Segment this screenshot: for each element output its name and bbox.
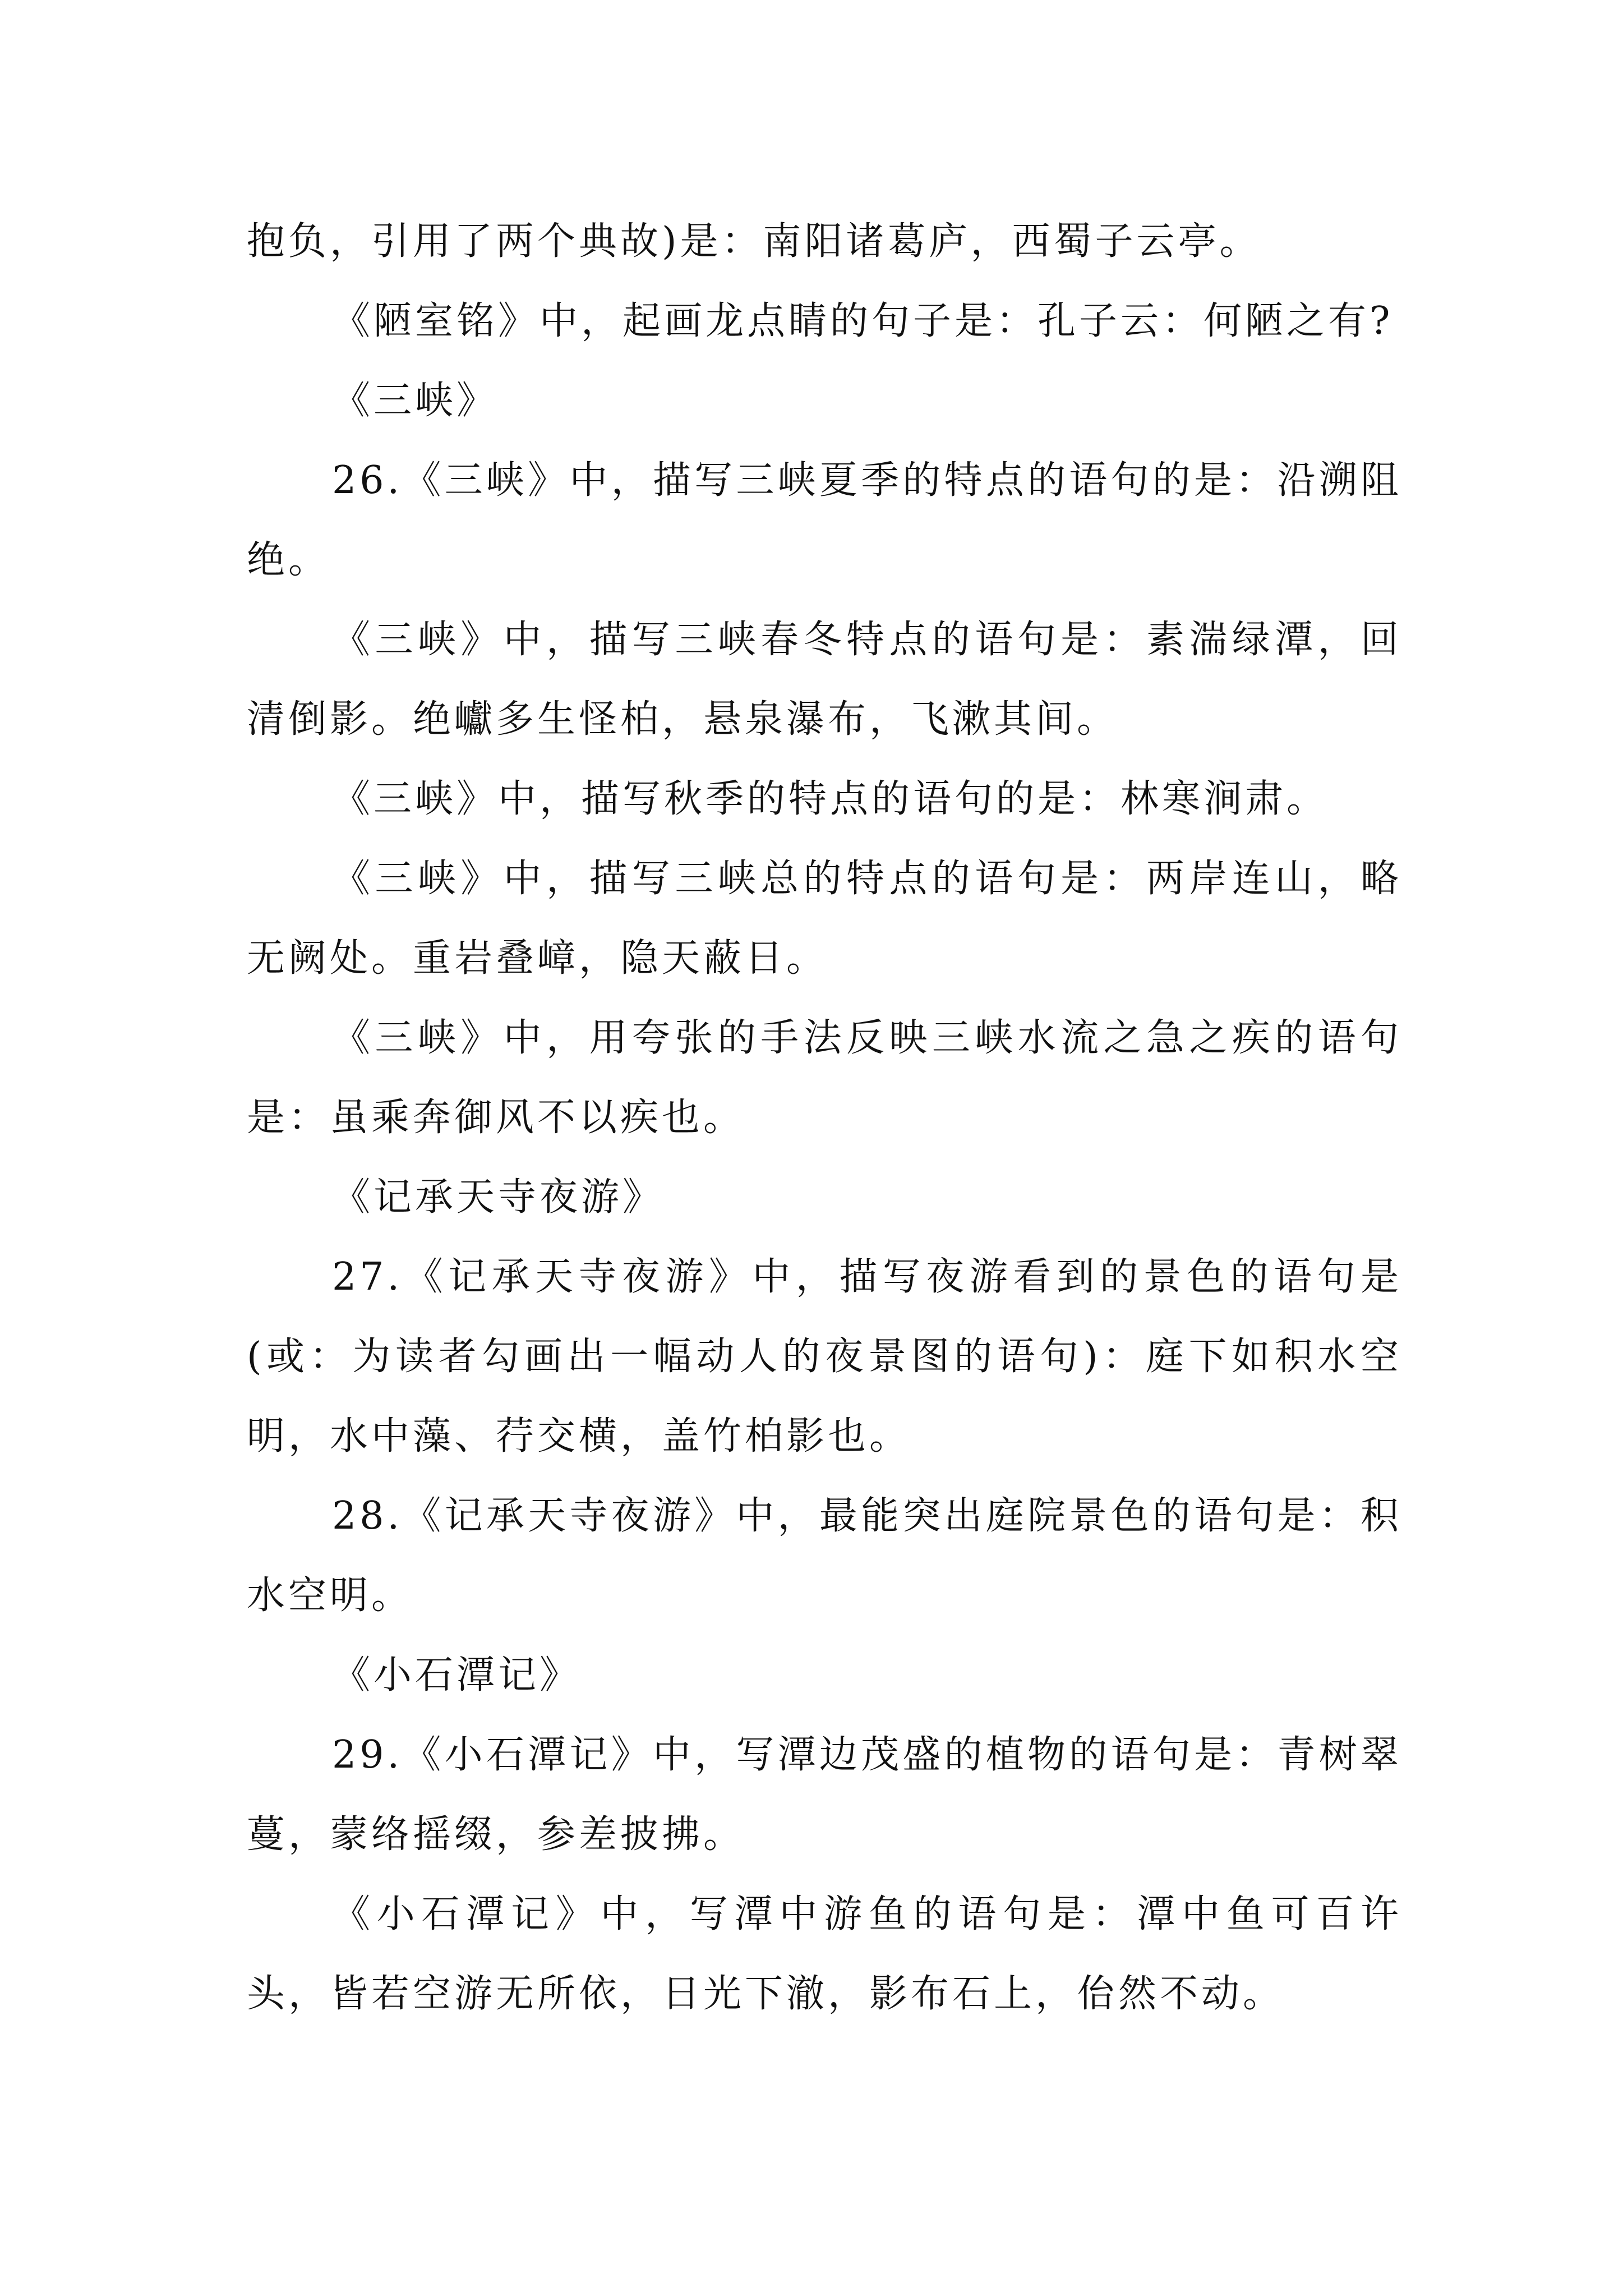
section-heading-xiaoshitanji: 《小石潭记》	[332, 1653, 582, 1697]
paragraph-sanxia-exaggeration: 《三峡》中，用夸张的手法反映三峡水流之急之疾的语句是：虽乘奔御风不以疾也。	[247, 1016, 1402, 1140]
section-heading-chengtiansi: 《记承天寺夜游》	[332, 1175, 665, 1220]
paragraph-continuation: 抱负，引用了两个典故)是：南阳诸葛庐，西蜀子云亭。	[247, 219, 1261, 264]
paragraph-26-sanxia-summer: 26.《三峡》中，描写三峡夏季的特点的语句的是：沿溯阻绝。	[247, 458, 1402, 582]
section-heading-sanxia: 《三峡》	[332, 379, 499, 423]
paragraph-sanxia-autumn: 《三峡》中，描写秋季的特点的语句的是：林寒涧肃。	[332, 777, 1329, 821]
paragraph-loushiming-dianjing: 《陋室铭》中，起画龙点睛的句子是：孔子云：何陋之有?	[332, 299, 1394, 343]
document-body	[247, 202, 1402, 2034]
paragraph-27-chengtiansi-scenery: 27.《记承天寺夜游》中，描写夜游看到的景色的语句是(或：为读者勾画出一幅动人的夜景图的语句)：庭下如积水空明，水中藻、荇交横，盖竹柏影也。	[247, 1255, 1402, 1458]
paragraph-xiaoshitanji-fish: 《小石潭记》中，写潭中游鱼的语句是：潭中鱼可百许头，皆若空游无所依，日光下澈，影布石上，佁然不动。	[247, 1892, 1402, 2016]
paragraph-sanxia-spring-winter: 《三峡》中，描写三峡春冬特点的语句是：素湍绿潭，回清倒影。绝巘多生怪柏，悬泉瀑布，飞漱其间。	[247, 618, 1402, 742]
paragraph-28-chengtiansi-courtyard: 28.《记承天寺夜游》中，最能突出庭院景色的语句是：积水空明。	[247, 1494, 1402, 1618]
paragraph-sanxia-overall: 《三峡》中，描写三峡总的特点的语句是：两岸连山，略无阙处。重岩叠嶂，隐天蔽日。	[247, 857, 1402, 981]
paragraph-29-xiaoshitanji-plants: 29.《小石潭记》中，写潭边茂盛的植物的语句是：青树翠蔓，蒙络摇缀，参差披拂。	[247, 1733, 1402, 1857]
